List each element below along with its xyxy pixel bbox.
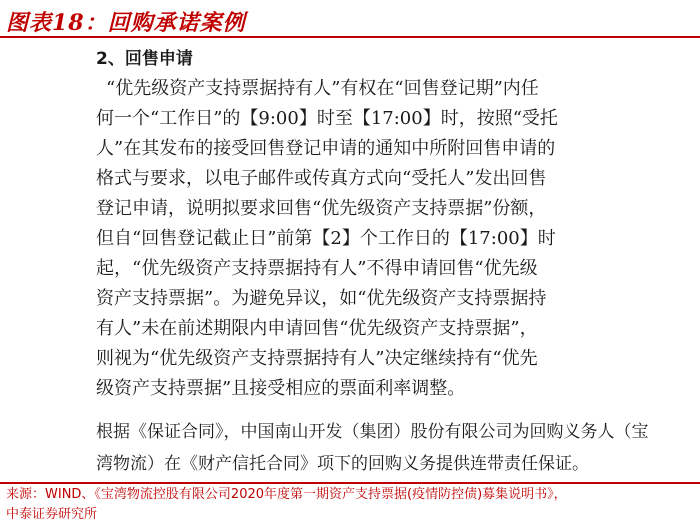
clause-line: 但自“回售登记截止日”前第【2】个工作日的【17:00】时 [96, 228, 556, 249]
clause-line: 有人”未在前述期限内申请回售“优先级资产支持票据”， [96, 318, 538, 339]
title-divider [0, 36, 700, 38]
source-footer [0, 482, 700, 526]
clause-line: 登记申请，说明拟要求回售“优先级资产支持票据”份额， [96, 198, 547, 219]
figure-title: 图表18：回购承诺案例 [6, 10, 246, 36]
clause-line: 何一个“工作日”的【9:00】时至【17:00】时，按照“受托 [96, 108, 558, 129]
clause-line: “优先级资产支持票据持有人”有权在“回售登记期”内任 [106, 78, 539, 99]
note-line: 根据《保证合同》，中国南山开发（集团）股份有限公司为回购义务人（宝 [96, 422, 649, 442]
clause-line: 级资产支持票据”且接受相应的票面利率调整。 [96, 378, 466, 399]
clause-line: 格式与要求，以电子邮件或传真方式向“受托人”发出回售 [96, 168, 547, 189]
section-heading: 2、回售申请 [96, 49, 193, 69]
footer-divider [0, 482, 700, 484]
figure-header [0, 0, 700, 44]
source-line: 中泰证券研究所 [6, 507, 98, 522]
note-line: 湾物流）在《财产信托合同》项下的回购义务提供连带责任保证。 [96, 454, 589, 474]
clause-line: 则视为“优先级资产支持票据持有人”决定继续持有“优先 [96, 348, 538, 369]
clause-line: 人”在其发布的接受回售登记申请的通知中所附回售申请的 [96, 138, 556, 159]
clause-line: 资产支持票据”。为避免异议，如“优先级资产支持票据持 [96, 288, 547, 309]
source-line: 来源：WIND、《宝湾物流控股有限公司2020年度第一期资产支持票据(疫情防控债)募集说明书》， [6, 487, 567, 502]
document-excerpt [0, 44, 700, 482]
clause-line: 起，“优先级资产支持票据持有人”不得申请回售“优先级 [96, 258, 538, 279]
